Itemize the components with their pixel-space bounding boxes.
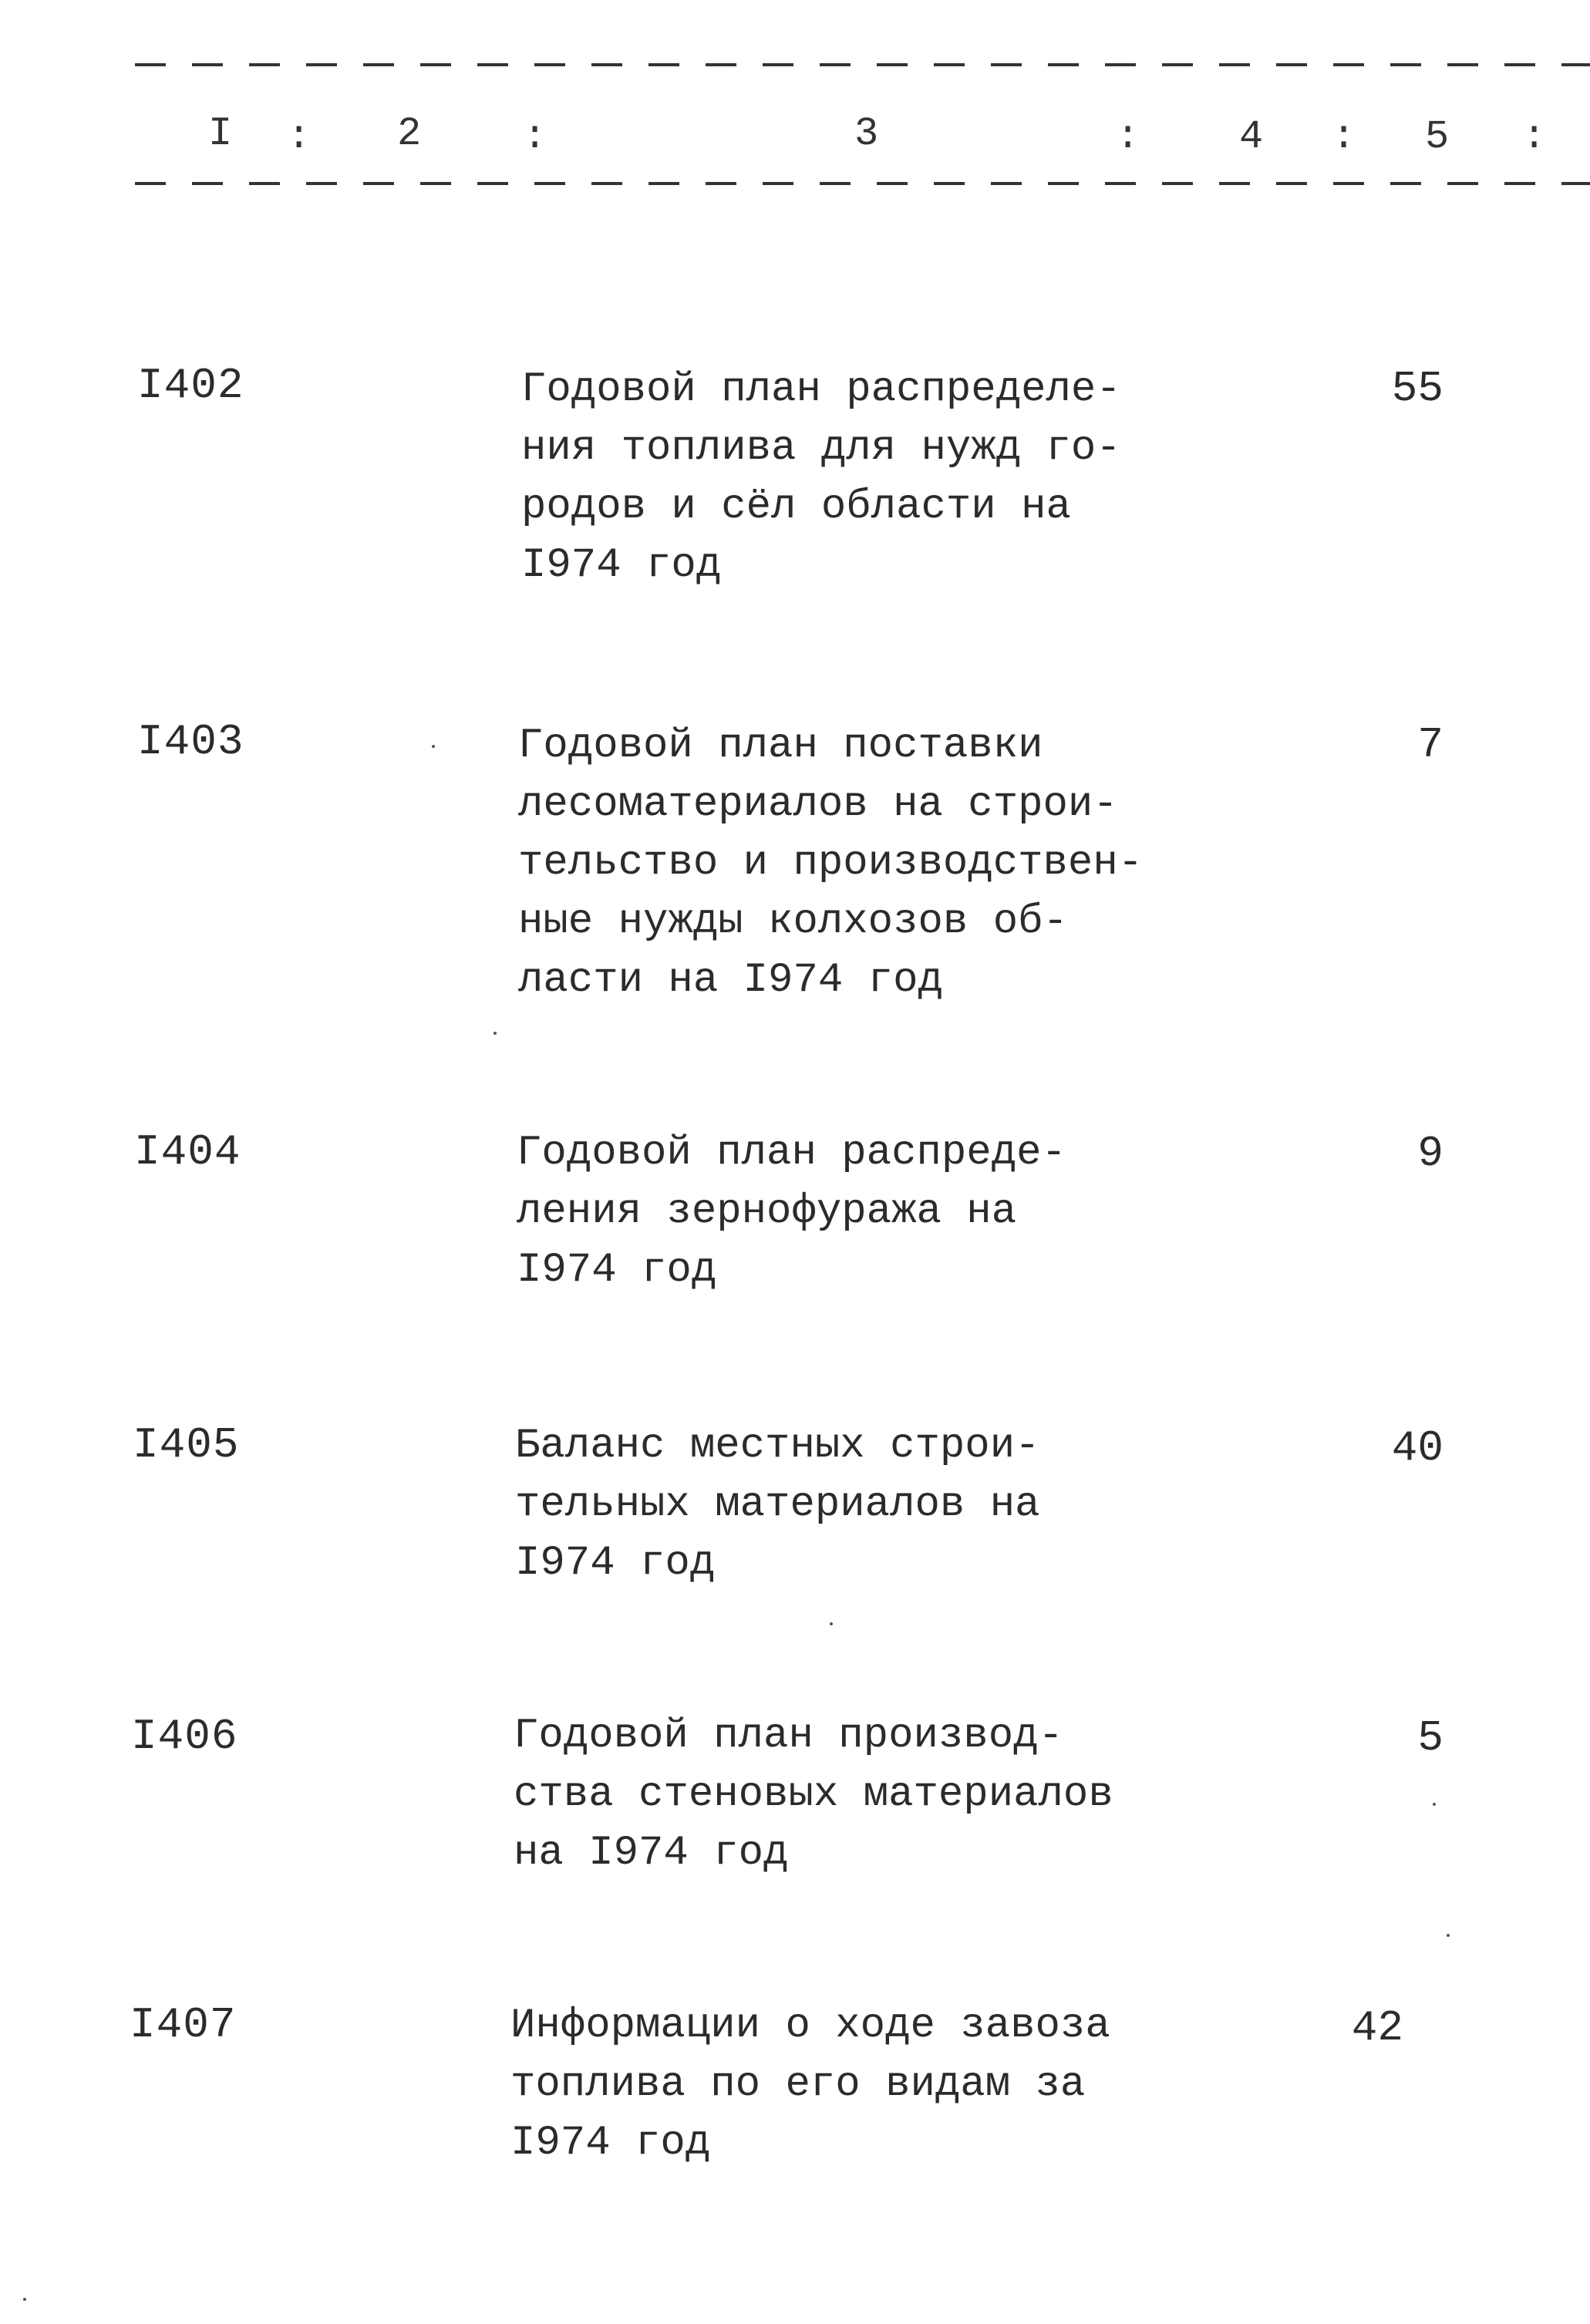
- scan-speck: [1433, 1803, 1436, 1806]
- case-number: I402: [137, 361, 244, 410]
- case-number: I404: [134, 1127, 241, 1177]
- case-title: Годовой план поставки лесоматериалов на строи- тельство и производствен- ные нужды колхозов об- ласти на I974 год: [518, 722, 1144, 1004]
- header-top-rule: [135, 63, 1590, 66]
- sheet-count: 40: [1391, 1423, 1443, 1473]
- case-number: I406: [131, 1712, 238, 1761]
- case-number: I405: [133, 1420, 240, 1470]
- case-title: Баланс местных строи- тельных материалов на I974 год: [515, 1423, 1040, 1587]
- case-title: Годовой план производ- ства стеновых материалов на I974 год: [514, 1713, 1113, 1877]
- sheet-count: 9: [1417, 1129, 1443, 1178]
- case-number: I403: [137, 717, 244, 766]
- scan-speck: [432, 745, 435, 748]
- case-number: I407: [130, 2000, 237, 2049]
- sheet-count: 55: [1391, 364, 1443, 413]
- case-title: Годовой план распределе- ния топлива для нужд го- родов и сёл области на I974 год: [521, 366, 1121, 589]
- column-header-5: 5: [1425, 114, 1450, 160]
- column-header-4: 4: [1239, 114, 1264, 160]
- scan-speck: [23, 2298, 26, 2301]
- sheet-count: 5: [1417, 1713, 1443, 1763]
- column-separator: :: [1522, 114, 1547, 160]
- scan-speck: [494, 1032, 497, 1035]
- scan-speck: [1447, 1934, 1450, 1937]
- case-title: Информации о ходе завоза топлива по его видам за I974 год: [510, 2002, 1110, 2167]
- column-separator: :: [1332, 114, 1356, 160]
- column-separator: :: [287, 114, 312, 160]
- case-title: Годовой план распреде- ления зернофуража на I974 год: [517, 1130, 1066, 1294]
- column-separator: :: [523, 114, 547, 160]
- header-bottom-rule: [135, 182, 1590, 185]
- column-header-3: 3: [854, 111, 879, 157]
- column-header-1: I: [208, 111, 233, 157]
- sheet-count: 42: [1351, 2003, 1403, 2053]
- column-header-2: 2: [397, 111, 422, 157]
- sheet-count: 7: [1417, 720, 1443, 770]
- scan-speck: [830, 1622, 833, 1625]
- column-separator: :: [1116, 114, 1140, 160]
